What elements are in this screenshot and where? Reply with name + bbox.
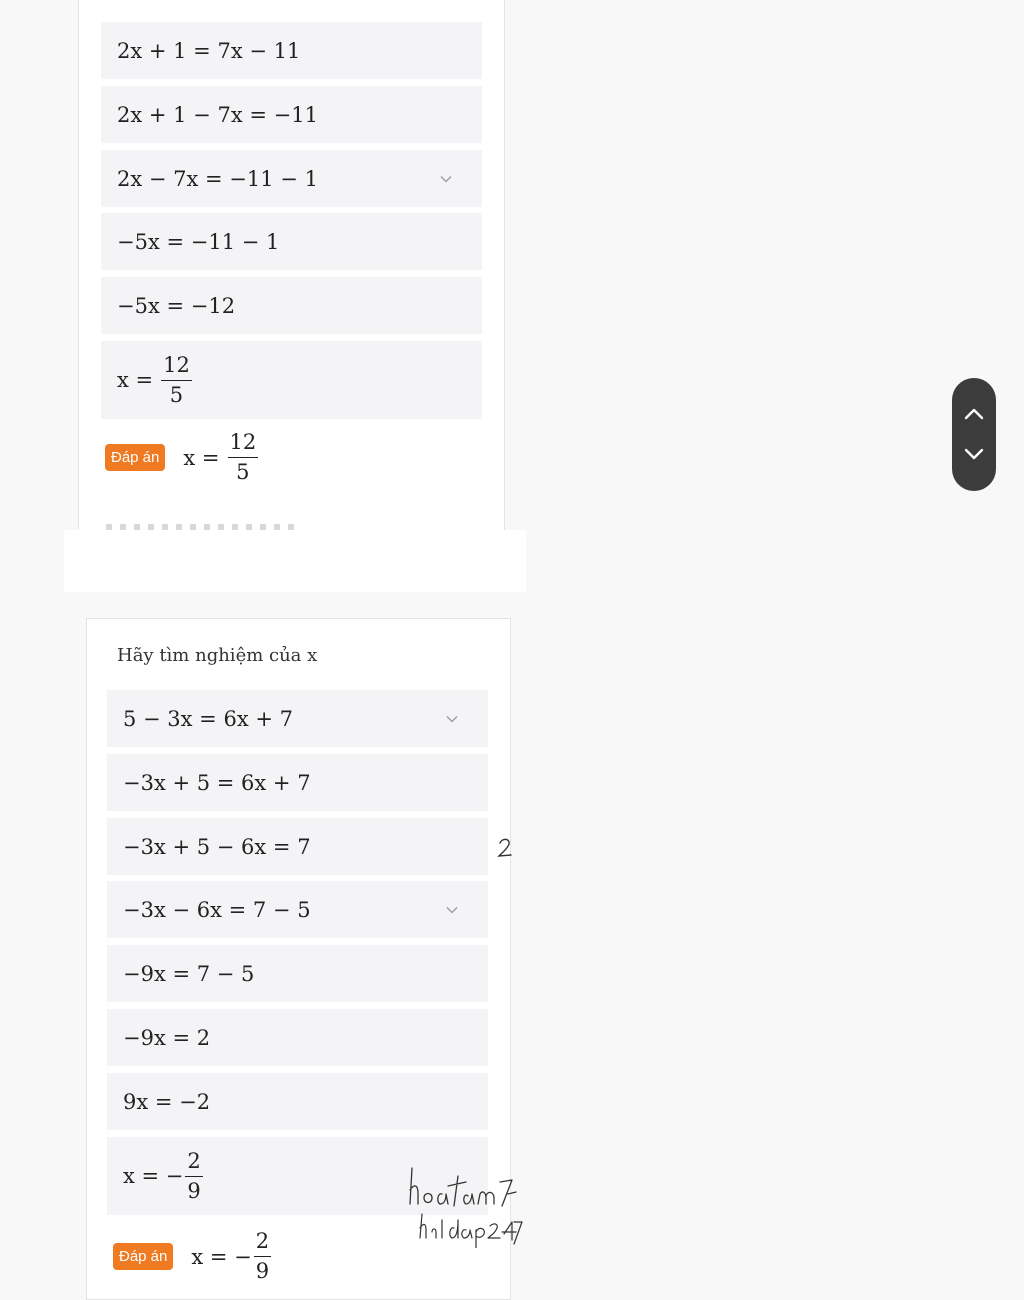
chevron-down-icon[interactable]: [446, 713, 458, 725]
step-text: 2x + 1 − 7x = −11: [117, 102, 318, 127]
answer-badge: Đáp án: [113, 1243, 173, 1270]
handwritten-signature: [404, 1164, 524, 1248]
chevron-down-icon: [964, 448, 984, 460]
answer-text: x = −: [191, 1244, 252, 1269]
step-text: 2x + 1 = 7x − 11: [117, 38, 301, 63]
step-text: −9x = 7 − 5: [123, 961, 255, 986]
step-text: 2x − 7x = −11 − 1: [117, 166, 318, 191]
step-text: −3x − 6x = 7 − 5: [123, 897, 311, 922]
solution-step: [101, 277, 482, 334]
fraction-denominator: 5: [169, 382, 184, 407]
step-text: x =: [117, 368, 154, 392]
solution-step-expandable[interactable]: [101, 150, 482, 207]
fraction: [185, 1148, 202, 1203]
step-text: −3x + 5 = 6x + 7: [123, 770, 311, 795]
fraction-numerator: 12: [228, 432, 259, 458]
step-text: −9x = 2: [123, 1025, 211, 1050]
fraction-numerator: 2: [185, 1151, 202, 1177]
step-text: 5 − 3x = 6x + 7: [123, 706, 293, 731]
handwritten-mark: [496, 836, 516, 860]
scroll-up-button[interactable]: [952, 394, 996, 434]
step-text: 9x = −2: [123, 1089, 211, 1114]
solution-step: [101, 22, 482, 79]
chevron-down-icon[interactable]: [446, 904, 458, 916]
chevron-down-icon[interactable]: [440, 173, 452, 185]
answer-fraction: [228, 432, 259, 483]
answer-badge: Đáp án: [105, 444, 165, 471]
fraction-denominator: 9: [255, 1259, 270, 1283]
answer-text: x =: [183, 445, 220, 470]
answer-row: [113, 1231, 271, 1282]
fraction: [161, 352, 192, 407]
fraction-denominator: 9: [187, 1178, 201, 1203]
step-text: −5x = −12: [117, 293, 236, 318]
chevron-up-icon: [964, 408, 984, 420]
fraction-numerator: 2: [254, 1231, 271, 1257]
question-text: Hãy tìm nghiệm của x: [117, 645, 318, 666]
solution-step: [107, 945, 488, 1002]
solution-step: [107, 1009, 488, 1066]
solution-step-expandable[interactable]: [107, 690, 488, 747]
solution-card-1: [78, 0, 505, 530]
solution-step: [101, 213, 482, 270]
solution-step: [107, 754, 488, 811]
card-footer: [64, 530, 526, 592]
solution-step: [101, 86, 482, 143]
step-text: −3x + 5 − 6x = 7: [123, 834, 311, 859]
answer-fraction: [254, 1231, 271, 1282]
step-text: x = −: [123, 1164, 184, 1188]
solution-step: [107, 818, 488, 875]
solution-step-final: [101, 341, 482, 419]
scroll-down-button[interactable]: [952, 434, 996, 474]
fraction-denominator: 5: [236, 460, 250, 484]
scroll-control: [952, 378, 996, 491]
solution-step: [107, 1073, 488, 1130]
solution-step-expandable[interactable]: [107, 881, 488, 938]
step-text: −5x = −11 − 1: [117, 229, 280, 254]
fraction-numerator: 12: [161, 355, 192, 381]
answer-row: [105, 432, 258, 483]
